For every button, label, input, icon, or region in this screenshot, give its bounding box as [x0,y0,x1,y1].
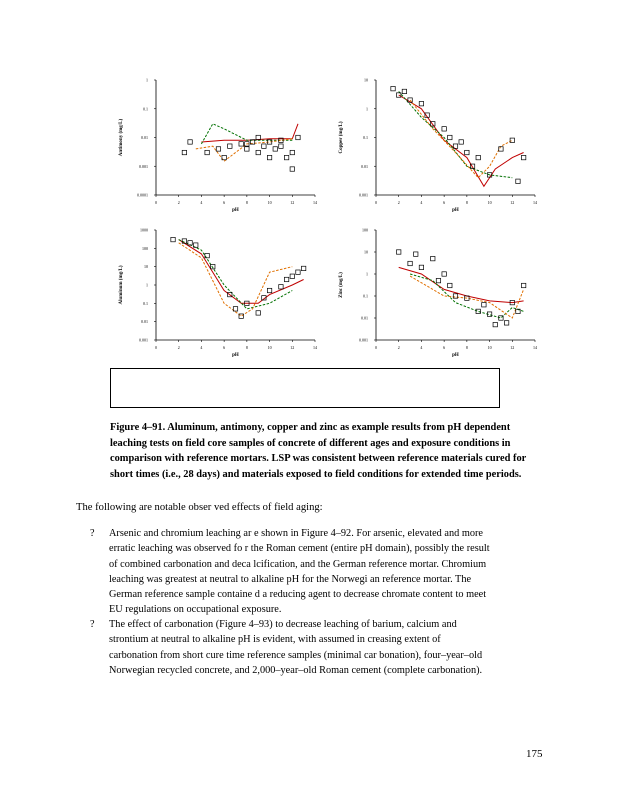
data-point [414,252,418,256]
figure-caption [110,420,550,482]
bullet-paragraph-arsenic-chromium [109,526,490,618]
data-point [171,237,175,241]
bullet-line: erratic leaching was observed fo r the Roman cement (entire pH domain), possibly the result [109,543,490,555]
bullet-line: The effect of carbonation (Figure 4–93) to decrease leaching of barium, calcium and [109,619,457,630]
y-tick-label: 100 [362,227,368,233]
series-line [399,95,524,186]
bullet-marker: ? [90,619,95,630]
caption-line: short times (i.e., 28 days) and materials exposed to field conditions for extended time periods. [110,468,522,480]
caption-line: comparison with reference mortars. LSP was consistent between reference materials cured for [110,453,527,464]
data-point [284,155,288,159]
x-axis-label: pH [232,208,239,213]
x-tick-label: 8 [245,200,248,205]
x-tick-label: 6 [223,200,226,205]
data-point [245,147,249,151]
data-point [239,142,243,146]
caption-line: leaching tests on field core samples of concrete of different ages and exposure conditions in [110,437,511,449]
y-tick-label: 0.0001 [137,192,148,198]
x-tick-label: 2 [177,200,180,205]
y-tick-label: 0.01 [361,315,368,321]
antimony-chart [110,72,320,217]
series-line [179,243,293,316]
x-tick-label: 6 [443,345,446,350]
data-point [504,321,508,325]
x-tick-label: 14 [533,200,537,205]
x-tick-label: 4 [200,200,203,205]
y-tick-label: 1 [146,282,148,288]
data-point [436,278,440,282]
data-point [296,135,300,139]
intro-paragraph: The following are notable obser ved effects of field aging: [76,502,323,513]
data-point [493,322,497,326]
x-tick-label: 4 [420,200,423,205]
y-axis-label: Copper (mg/L) [339,121,344,154]
y-tick-label: 0.01 [141,135,148,140]
x-tick-label: 6 [223,345,226,350]
data-point [516,179,520,183]
data-point [510,138,514,142]
data-point [499,147,503,151]
y-tick-label: 1 [366,271,368,277]
x-tick-label: 0 [155,200,157,205]
x-axis-label: pH [452,208,459,213]
data-point [402,89,406,93]
y-axis-label: Zinc (mg/L) [339,272,344,298]
y-axis-label: Aluminum (mg/L) [119,265,124,305]
x-tick-label: 2 [177,345,180,350]
y-tick-label: 0.001 [139,163,148,169]
data-point [465,150,469,154]
y-axis-label: Antimony (mg/L) [119,118,124,157]
copper-chart [330,72,540,217]
data-point [182,150,186,154]
data-point [290,167,294,171]
y-tick-label: 10 [144,264,148,270]
x-tick-label: 0 [375,345,377,350]
bullet-paragraph-carbonation [109,617,482,678]
data-point [256,311,260,315]
x-tick-label: 14 [313,345,317,350]
x-tick-label: 12 [510,200,515,205]
series-line [201,124,298,142]
legend-box [110,368,500,408]
x-tick-label: 12 [290,345,295,350]
x-tick-label: 12 [290,200,295,205]
y-tick-label: 10 [364,77,368,83]
y-tick-label: 1 [366,106,368,112]
data-point [290,150,294,154]
x-axis-label: pH [452,353,459,358]
x-tick-label: 2 [397,200,400,205]
zinc-chart [330,222,540,362]
x-tick-label: 14 [533,345,537,350]
series-line [196,139,292,161]
data-point [284,277,288,281]
bullet-line: German reference sample containe d a reducing agent to decrease chromate content to meet [109,589,487,601]
data-point [279,285,283,289]
data-point [391,86,395,90]
data-point [205,150,209,154]
x-tick-label: 6 [443,200,446,205]
data-point [216,147,220,151]
y-tick-label: 0.1 [363,293,368,299]
y-tick-label: 100 [142,245,148,251]
series-line [410,276,523,318]
data-point [419,265,423,269]
data-point [267,155,271,159]
bullet-line: of combined carbonation and deca lcification, and the German reference mortar. Chromium [109,558,487,570]
page-number: 175 [526,748,543,760]
x-tick-label: 4 [200,345,203,350]
data-point [273,147,277,151]
data-point [431,256,435,260]
data-point [448,283,452,287]
data-point [228,144,232,148]
x-tick-label: 14 [313,200,317,205]
data-point [408,261,412,265]
x-axis-label: pH [232,353,239,358]
data-point [442,272,446,276]
bullet-line: EU regulations on occupational exposure. [109,604,282,616]
data-point [188,140,192,144]
data-point [442,127,446,131]
y-tick-label: 0.1 [143,300,148,306]
x-tick-label: 0 [375,200,377,205]
bullet-line: carbonation from short cure time reference samples (minimal car bonation), four–year–old [109,649,483,661]
data-point [448,135,452,139]
bullet-line: leaching was greatest at neutral to alkaline pH for the Norwegi an reference mortar. The [109,573,472,585]
x-tick-label: 4 [420,345,423,350]
y-tick-label: 0.01 [361,163,368,169]
series-line [399,91,513,177]
data-point [296,270,300,274]
data-point [279,144,283,148]
data-point [397,250,401,254]
data-point [301,266,305,270]
y-tick-label: 0.001 [139,337,148,343]
data-point [262,144,266,148]
y-tick-label: 0.001 [359,337,368,343]
data-point [521,155,525,159]
y-tick-label: 0.1 [363,135,368,140]
y-tick-label: 0.1 [143,106,148,112]
y-tick-label: 10 [364,249,368,255]
data-point [459,140,463,144]
x-tick-label: 8 [465,345,468,350]
x-tick-label: 10 [267,200,272,205]
y-tick-label: 0.001 [359,192,368,198]
aluminum-chart [110,222,320,362]
data-point [267,288,271,292]
bullet-line: strontium at neutral to alkaline pH is evident, with assumed in creasing extent of [109,634,441,646]
data-point [476,155,480,159]
y-tick-label: 0.01 [141,319,148,325]
bullet-line: Arsenic and chromium leaching ar e shown in Figure 4–92. For arsenic, elevated and more [109,528,484,539]
x-tick-label: 10 [487,200,492,205]
data-point [256,150,260,154]
data-point [290,274,294,278]
bullet-marker: ? [90,528,95,539]
x-tick-label: 8 [245,345,248,350]
caption-line: Figure 4–91. Aluminum, antimony, copper and zinc as example results from pH dependent [110,422,511,433]
data-point [482,303,486,307]
series-line [179,240,304,304]
x-tick-label: 8 [465,200,468,205]
x-tick-label: 10 [487,345,492,350]
series-line [410,100,512,178]
data-point [521,283,525,287]
x-tick-label: 12 [510,345,515,350]
x-tick-label: 0 [155,345,157,350]
data-point [419,101,423,105]
bullet-line: Norwegian recycled concrete, and 2,000–year–old Roman cement (complete carbonation). [109,664,483,676]
x-tick-label: 2 [397,345,400,350]
x-tick-label: 10 [267,345,272,350]
y-tick-label: 1 [146,77,148,83]
y-tick-label: 1000 [140,227,148,233]
